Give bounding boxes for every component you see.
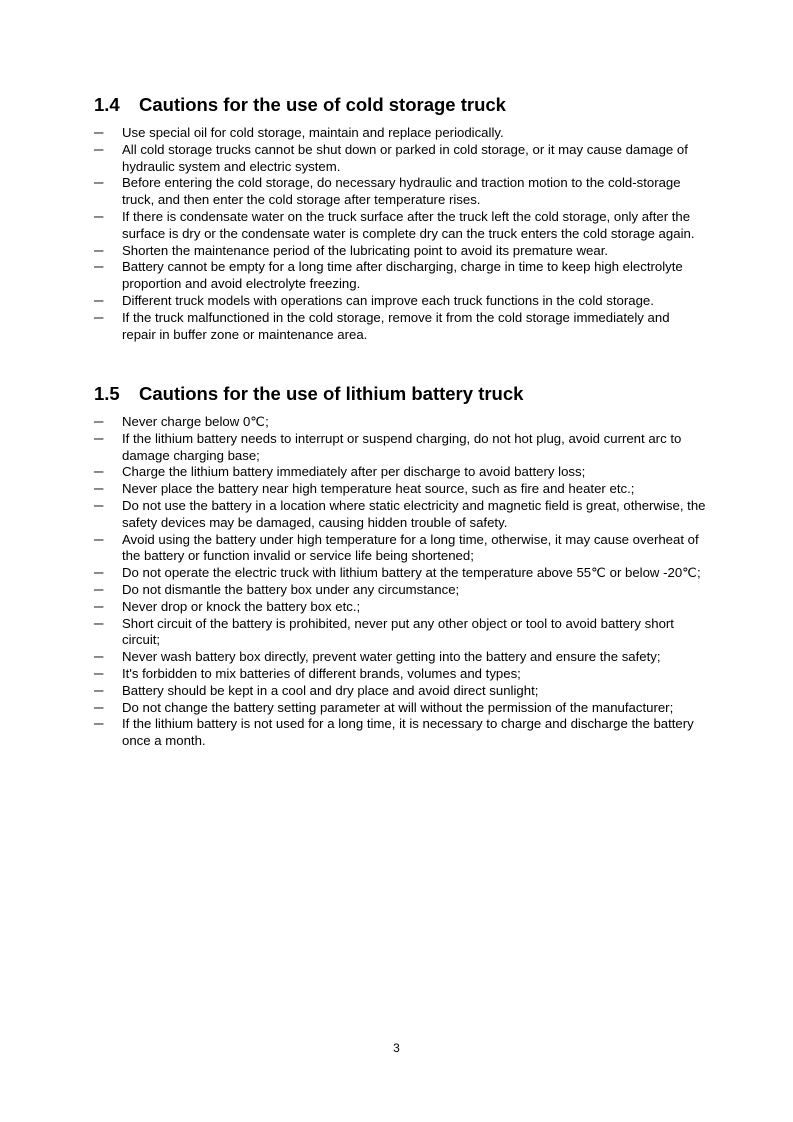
caution-list (94, 414, 706, 750)
section-number: 1.4 (94, 94, 120, 115)
list-item (94, 464, 706, 481)
list-item-text: If there is condensate water on the truck surface after the truck left the cold storage, only after the surface is dry or the condensate water is complete dry can the truck enters the cold storage again. (122, 208, 695, 241)
dash-bullet: ─ (94, 259, 104, 275)
section-title: Cautions for the use of lithium battery truck (139, 383, 524, 404)
list-item-text: Do not dismantle the battery box under any circumstance; (122, 581, 460, 597)
list-item-text: It's forbidden to mix batteries of different brands, volumes and types; (122, 665, 521, 681)
list-item-text: Never place the battery near high temperature heat source, such as fire and heater etc.; (122, 481, 635, 497)
list-item-text: Do not change the battery setting parameter at will without the permission of the manufacturer; (122, 699, 674, 715)
dash-bullet: ─ (94, 649, 104, 665)
section-heading (94, 383, 706, 405)
list-item-text: Never drop or knock the battery box etc.; (122, 598, 361, 614)
dash-bullet: ─ (94, 497, 104, 513)
dash-bullet: ─ (94, 581, 104, 597)
list-item (94, 532, 706, 566)
list-item-text: Never wash battery box directly, prevent water getting into the battery and ensure the safety; (122, 649, 661, 665)
list-item (94, 414, 706, 431)
dash-bullet: ─ (94, 716, 104, 732)
list-item-text: Never charge below 0℃; (122, 414, 269, 429)
caution-list (94, 125, 706, 343)
list-item (94, 616, 706, 650)
list-item-text: Different truck models with operations can improve each truck functions in the cold storage. (122, 292, 654, 308)
page-number: 3 (393, 1041, 400, 1055)
section-lithium-battery (94, 383, 706, 750)
list-item (94, 481, 706, 498)
list-item-text: Do not operate the electric truck with lithium battery at the temperature above 55℃ or below -20℃; (122, 565, 701, 581)
list-item-text: Battery should be kept in a cool and dry place and avoid direct sunlight; (122, 682, 539, 698)
list-item-text: Short circuit of the battery is prohibited, never put any other object or tool to avoid battery short circuit; (122, 615, 674, 648)
dash-bullet: ─ (94, 598, 104, 614)
section-cold-storage (94, 94, 706, 343)
list-item-text: If the lithium battery needs to interrupt or suspend charging, do not hot plug, avoid current arc to damage charging base; (122, 430, 682, 463)
list-item (94, 565, 706, 582)
list-item (94, 683, 706, 700)
list-item (94, 716, 706, 750)
dash-bullet: ─ (94, 430, 104, 446)
dash-bullet: ─ (94, 292, 104, 308)
list-item-text: Avoid using the battery under high temperature for a long time, otherwise, it may cause overheat of the battery or function invalid or service life being shortened; (122, 531, 699, 564)
list-item (94, 125, 706, 142)
list-item-text: Charge the lithium battery immediately after per discharge to avoid battery loss; (122, 464, 586, 480)
list-item (94, 666, 706, 683)
list-item-text: Shorten the maintenance period of the lubricating point to avoid its premature wear. (122, 242, 609, 258)
list-item (94, 649, 706, 666)
dash-bullet: ─ (94, 665, 104, 681)
dash-bullet: ─ (94, 699, 104, 715)
list-item (94, 700, 706, 717)
list-item-text: Battery cannot be empty for a long time after discharging, charge in time to keep high electrolyte proportion and avoid electrolyte freezing. (122, 259, 683, 292)
list-item (94, 310, 706, 344)
list-item (94, 142, 706, 176)
dash-bullet: ─ (94, 208, 104, 224)
list-item-text: If the lithium battery is not used for a long time, it is necessary to charge and discharge the battery once a month. (122, 716, 694, 749)
dash-bullet: ─ (94, 682, 104, 698)
dash-bullet: ─ (94, 175, 104, 191)
list-item-text: Before entering the cold storage, do necessary hydraulic and traction motion to the cold-storage truck, and then enter the cold storage after temperature rises. (122, 175, 681, 208)
dash-bullet: ─ (94, 242, 104, 258)
dash-bullet: ─ (94, 531, 104, 547)
list-item (94, 582, 706, 599)
dash-bullet: ─ (94, 414, 104, 429)
section-number: 1.5 (94, 383, 120, 404)
dash-bullet: ─ (94, 565, 104, 581)
list-item-text: Use special oil for cold storage, maintain and replace periodically. (122, 125, 504, 140)
list-item-text: All cold storage trucks cannot be shut down or parked in cold storage, or it may cause damage of hydraulic system and electric system. (122, 141, 688, 174)
dash-bullet: ─ (94, 309, 104, 325)
dash-bullet: ─ (94, 141, 104, 157)
dash-bullet: ─ (94, 615, 104, 631)
section-heading (94, 94, 706, 116)
dash-bullet: ─ (94, 125, 104, 140)
list-item (94, 293, 706, 310)
section-title: Cautions for the use of cold storage truck (139, 94, 506, 115)
list-item (94, 431, 706, 465)
list-item (94, 209, 706, 243)
list-item (94, 599, 706, 616)
dash-bullet: ─ (94, 464, 104, 480)
list-item (94, 175, 706, 209)
list-item (94, 498, 706, 532)
list-item-text: Do not use the battery in a location where static electricity and magnetic field is great, otherwise, the safety devices may be damaged, causing hidden trouble of safety. (122, 497, 706, 530)
list-item-text: If the truck malfunctioned in the cold storage, remove it from the cold storage immediately and repair in buffer zone or maintenance area. (122, 309, 670, 342)
list-item (94, 243, 706, 260)
list-item (94, 259, 706, 293)
dash-bullet: ─ (94, 481, 104, 497)
